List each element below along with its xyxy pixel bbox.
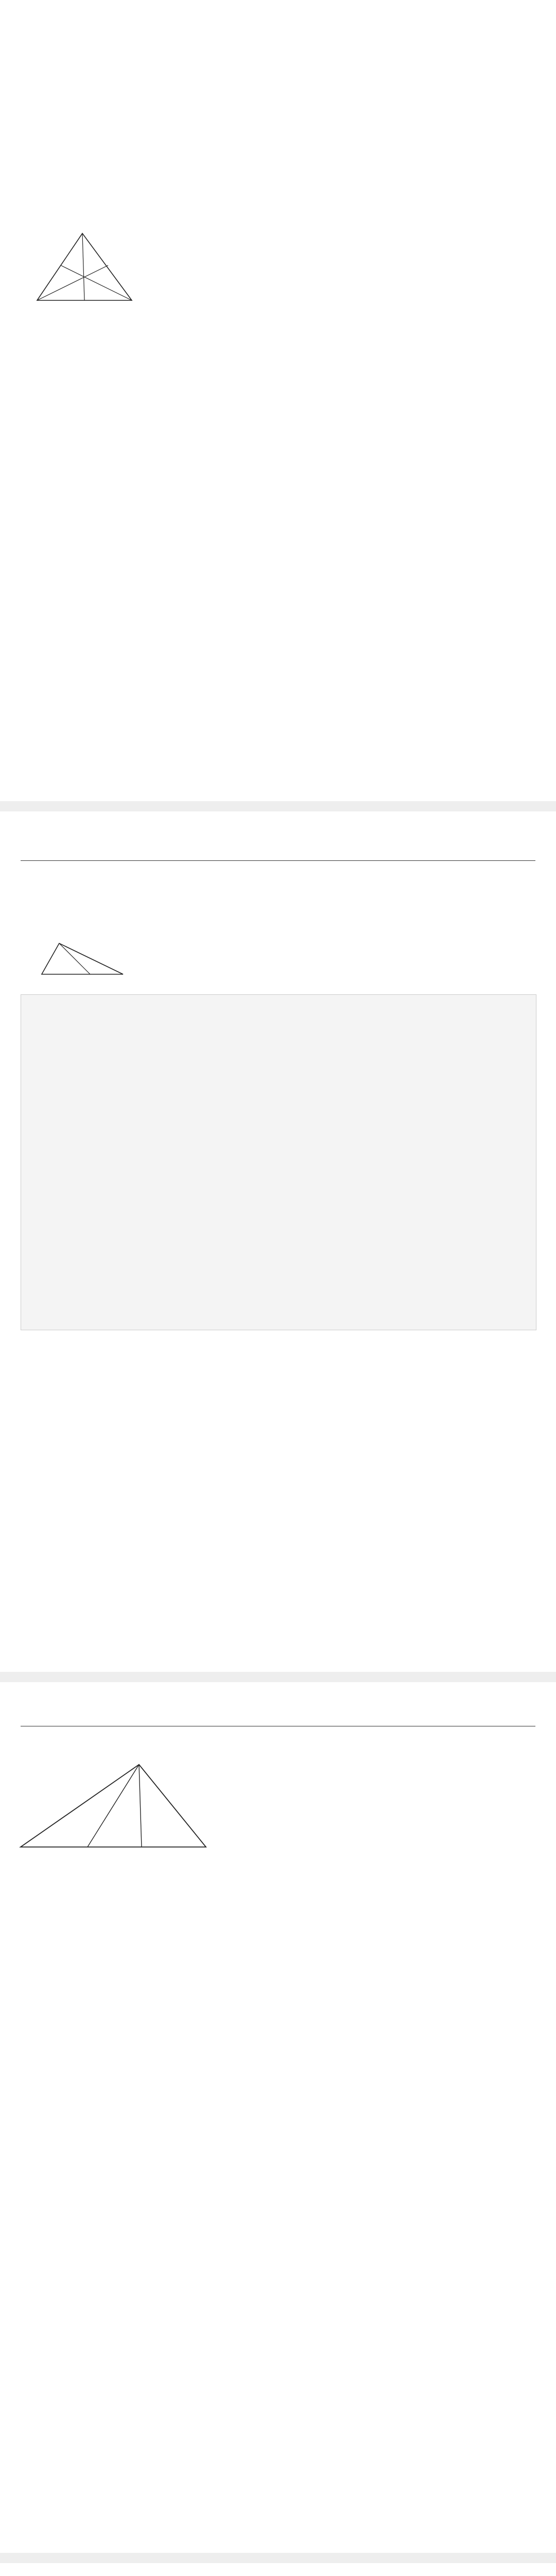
triangle-figure [31, 229, 139, 307]
page-gap [0, 2553, 556, 2563]
problem-32-body [21, 2236, 535, 2494]
problem-29-body [21, 464, 535, 732]
section-heading [21, 376, 31, 389]
solution-text [21, 1868, 535, 2125]
solution-box [21, 994, 536, 1330]
header-divider [21, 860, 535, 861]
solution-text [21, 10, 535, 232]
triangle-figure [10, 1759, 216, 1857]
page-gap [0, 801, 556, 811]
triangle-figure [39, 940, 126, 981]
solution-text [21, 314, 535, 366]
problem-30-continued [21, 899, 535, 920]
problem-31-continued [21, 1525, 535, 1546]
section-heading [21, 2156, 31, 2170]
page-3 [0, 1682, 556, 2553]
page-gap [0, 1672, 556, 1682]
page-1 [0, 0, 556, 801]
page-2 [0, 811, 556, 1672]
page-4 [0, 2563, 556, 2576]
